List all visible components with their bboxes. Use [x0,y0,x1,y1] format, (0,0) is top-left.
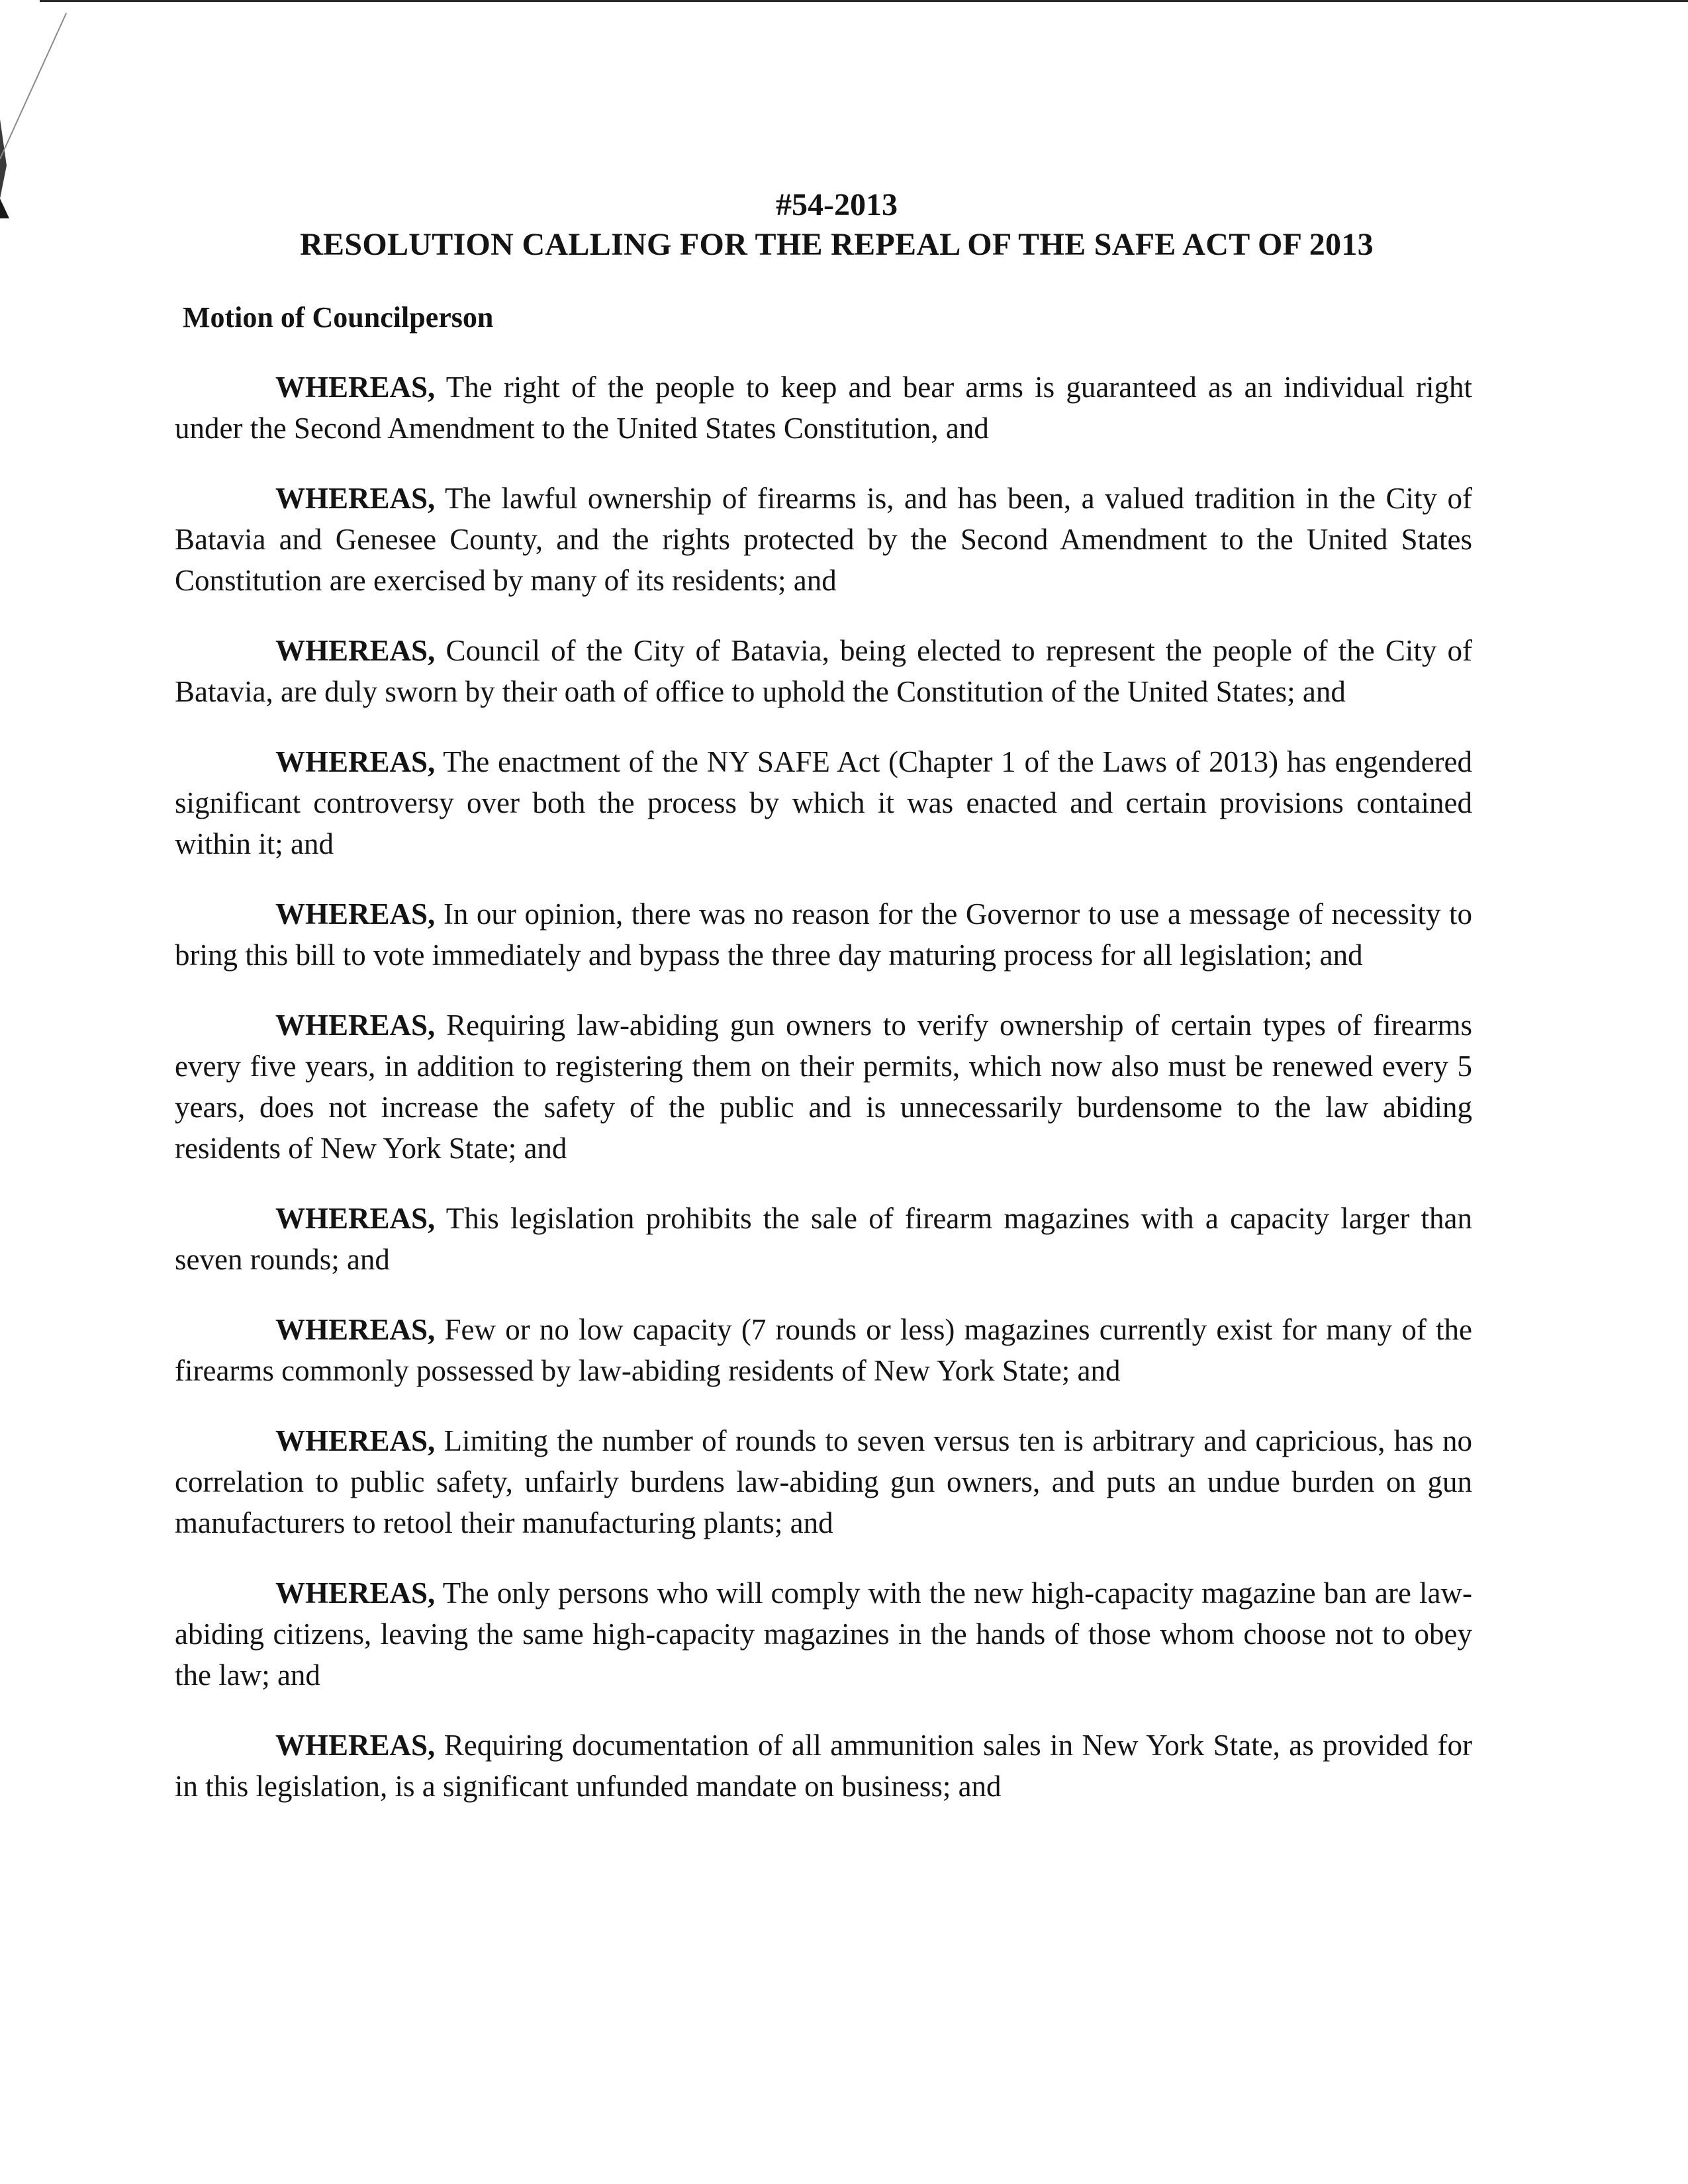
clause-text: Requiring law-abiding gun owners to verify ownership of certain types of firearms every five years, in addition to registering them on their permits, which now also must be renewed every 5 years, does not increase the safety of the public and is unnecessarily burdensome to the law abiding residents of New York State; and [175,1009,1472,1165]
whereas-label: WHEREAS, [275,1576,436,1610]
whereas-label: WHEREAS, [275,1424,436,1457]
clause-text: This legislation prohibits the sale of firearm magazines with a capacity larger than seven rounds; and [175,1202,1473,1276]
whereas-label: WHEREAS, [275,371,436,404]
clause-list [175,367,1472,1807]
resolution-document [175,187,1472,1807]
whereas-label: WHEREAS, [275,745,436,778]
clause-text: The right of the people to keep and bear arms is guaranteed as an individual right under the Second Amendment to the United States Constitution, and [175,371,1472,445]
clause-text: Council of the City of Batavia, being elected to represent the people of the City of Batavia, are duly sworn by their oath of office to uphold the Constitution of the United States; and [175,634,1472,708]
clause-text: Few or no low capacity (7 rounds or less) magazines currently exist for many of the firearms commonly possessed by law-abiding residents of New York State; and [175,1313,1472,1387]
whereas-label: WHEREAS, [275,1729,436,1762]
whereas-label: WHEREAS, [275,482,436,515]
whereas-clause [175,741,1472,864]
whereas-label: WHEREAS, [275,897,436,931]
whereas-clause [175,1572,1472,1696]
clause-text: Requiring documentation of all ammunition sales in New York State, as provided for in this legislation, is a significant unfunded mandate on business; and [175,1729,1472,1803]
whereas-label: WHEREAS, [275,634,436,667]
clause-text: The lawful ownership of firearms is, and has been, a valued tradition in the City of Batavia and Genesee County, and the rights protected by the Second Amendment to the United States Constitution are exercised by many of its residents; and [175,482,1473,597]
whereas-clause [175,1309,1472,1391]
scan-top-edge [40,0,1688,2]
clause-text: In our opinion, there was no reason for the Governor to use a message of necessity to bring this bill to vote immediately and bypass the three day maturing process for all legislation; and [175,897,1473,972]
whereas-clause [175,1725,1472,1807]
resolution-title: RESOLUTION CALLING FOR THE REPEAL OF THE SAFE ACT OF 2013 [300,227,1374,262]
whereas-clause [175,478,1472,601]
scan-corner-fold [0,0,73,218]
whereas-label: WHEREAS, [275,1313,436,1346]
clause-text: The only persons who will comply with the new high-capacity magazine ban are law-abiding citizens, leaving the same high-capacity magazines in the hands of those whom choose not to obey the law; and [175,1576,1473,1692]
whereas-clause [175,1420,1472,1543]
whereas-clause [175,630,1472,712]
clause-text: Limiting the number of rounds to seven versus ten is arbitrary and capricious, has no correlation to public safety, unfairly burdens law-abiding gun owners, and puts an undue burden on gun manufacturers to retool their manufacturing plants; and [175,1424,1472,1539]
whereas-label: WHEREAS, [275,1009,436,1042]
whereas-clause [175,1198,1472,1280]
whereas-clause [175,893,1472,976]
resolution-number: #54-2013 [776,187,898,222]
motion-heading: Motion of Councilperson [183,301,494,334]
whereas-clause [175,1005,1472,1169]
whereas-clause [175,367,1472,449]
clause-text: The enactment of the NY SAFE Act (Chapter 1 of the Laws of 2013) has engendered significant controversy over both the process by which it was enacted and certain provisions contained within it; and [175,745,1472,860]
whereas-label: WHEREAS, [275,1202,436,1235]
